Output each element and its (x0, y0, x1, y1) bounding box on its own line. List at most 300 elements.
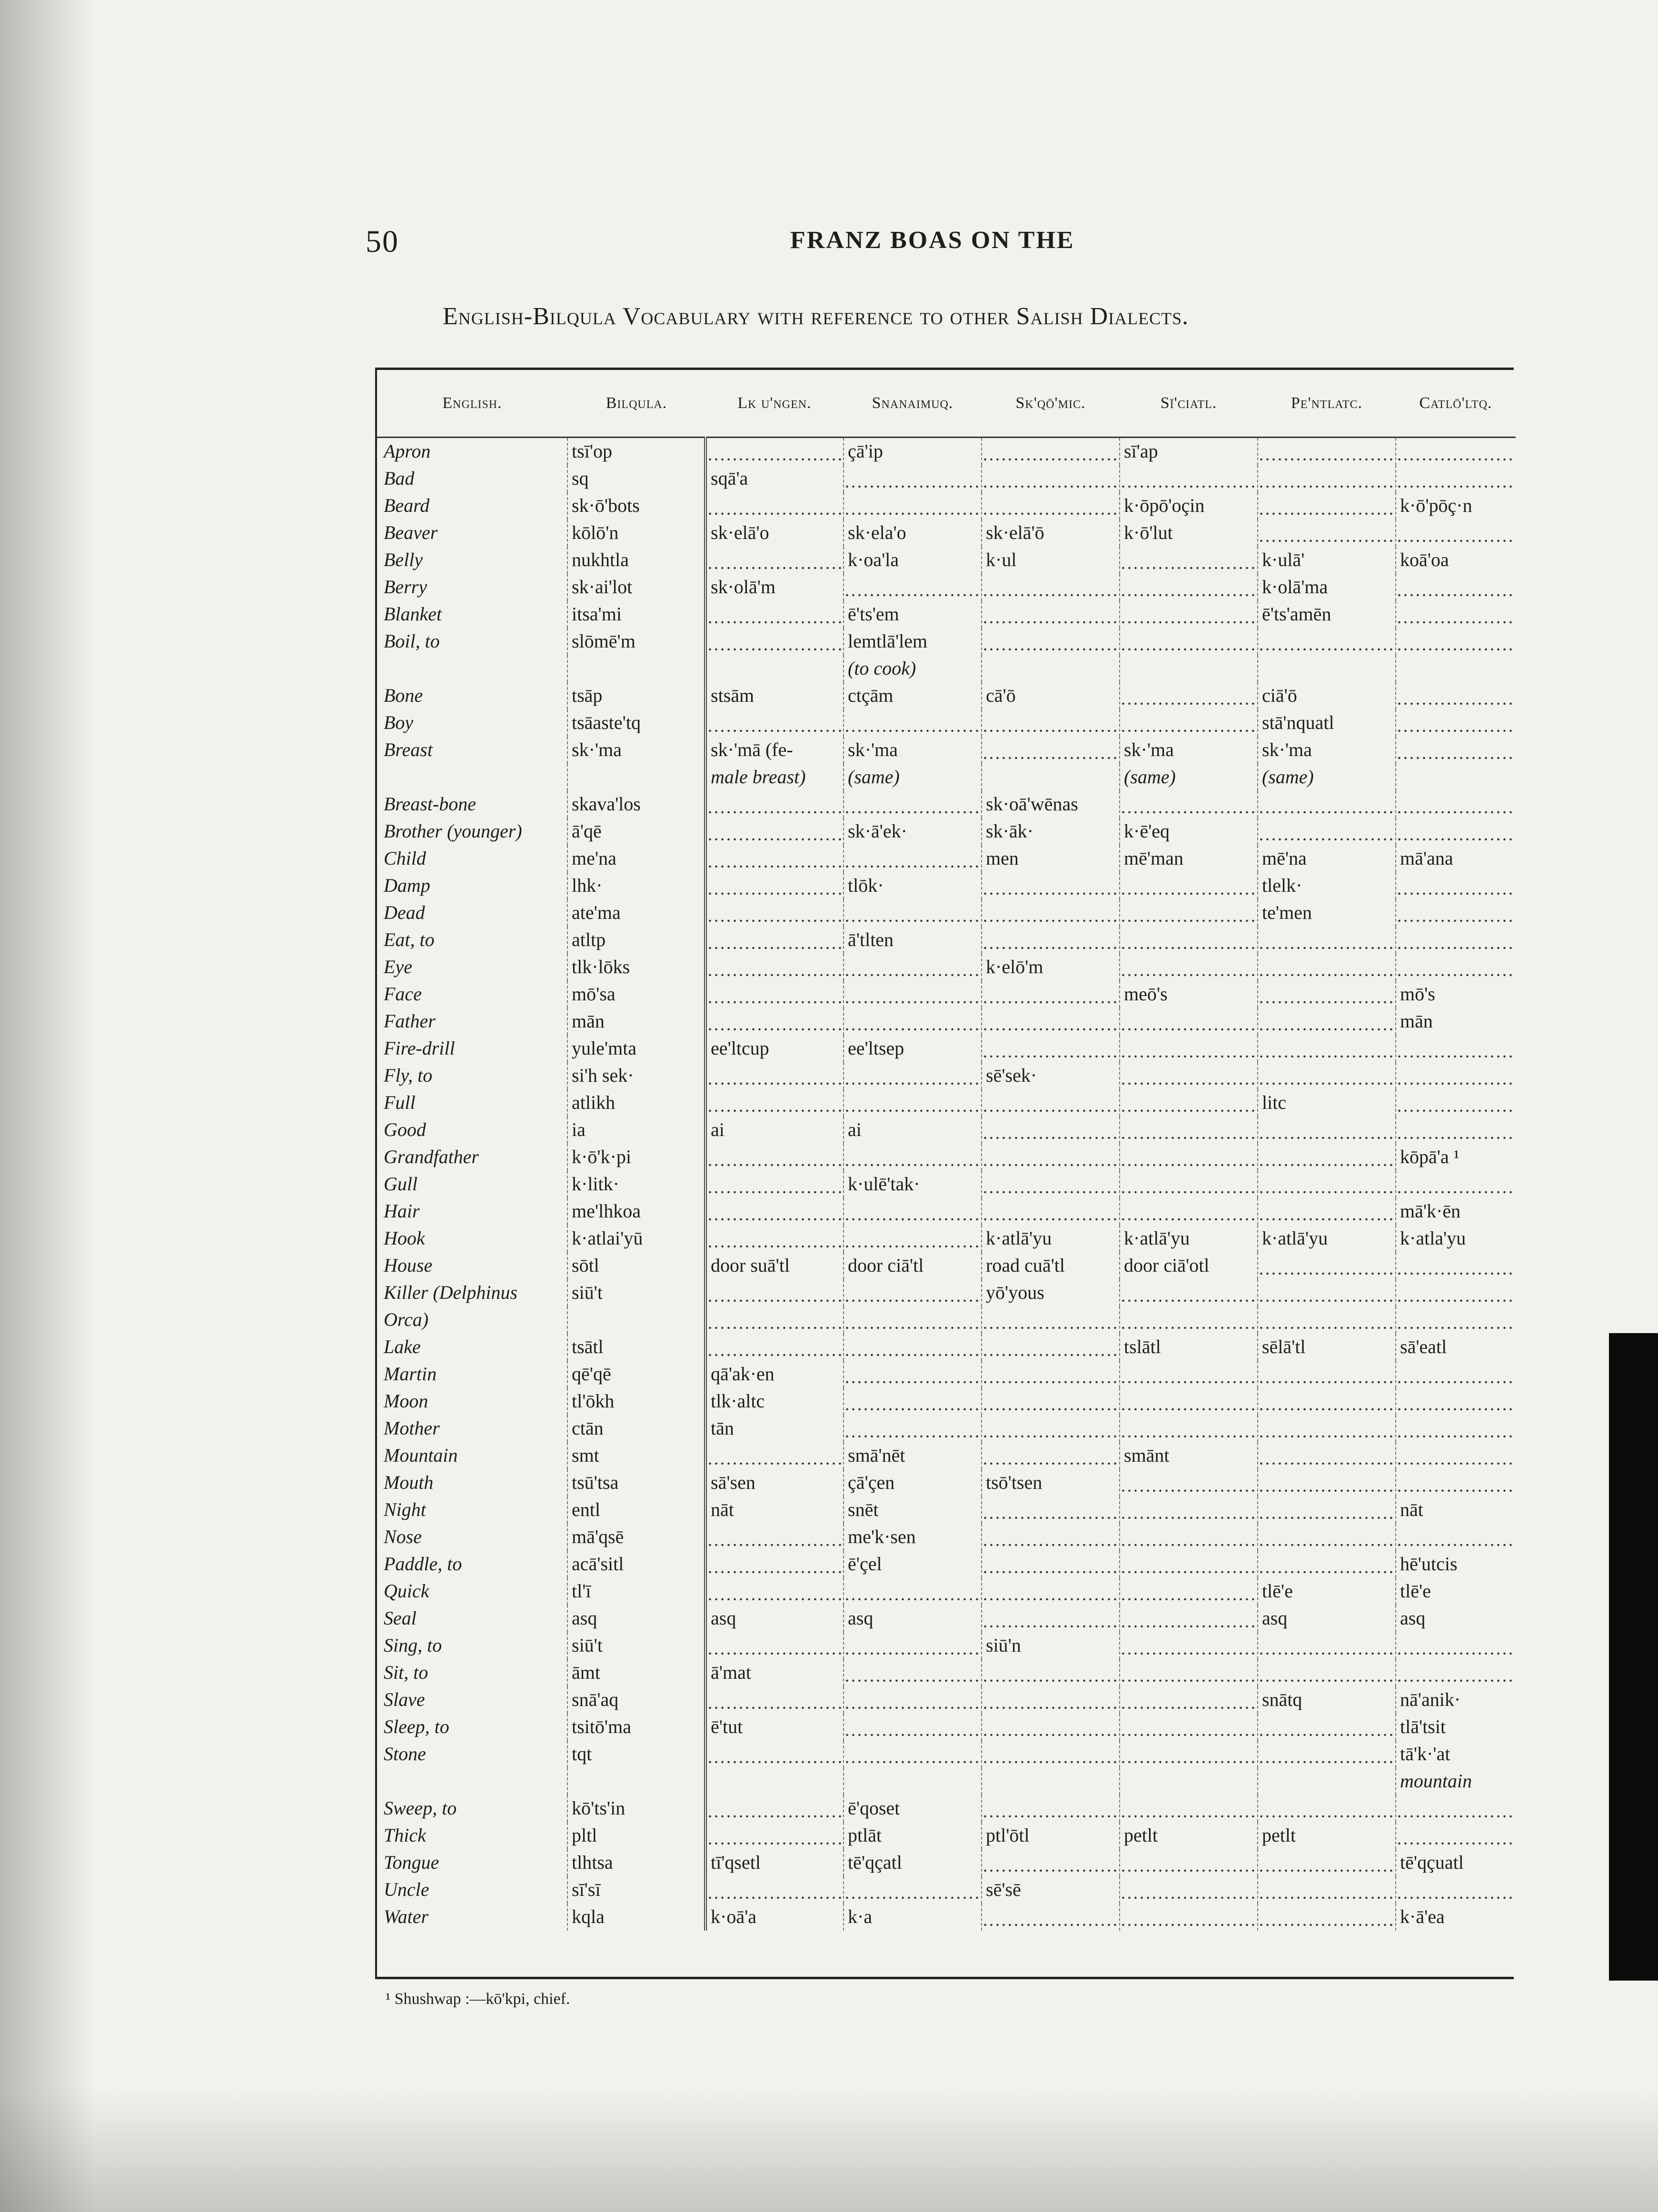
dialect-cell (1396, 954, 1516, 981)
english-cell: Slave (384, 1689, 425, 1710)
dialect-cell (1396, 872, 1516, 899)
dialect-cell (1396, 899, 1516, 927)
vocabulary-table (377, 370, 1516, 1931)
header-snanaimuq: Snanaimuq. (844, 370, 982, 438)
bilqula-cell: tsāaste'tq (567, 709, 705, 737)
dialect-cell (1258, 1632, 1396, 1659)
dialect-cell (1120, 1605, 1258, 1632)
dialect-cell (844, 1415, 982, 1442)
dialect-cell (844, 492, 982, 519)
english-cell: Child (384, 847, 426, 869)
dialect-cell: snēt (844, 1496, 982, 1524)
dialect-cell: k·atlā'yu (982, 1225, 1120, 1252)
table-row (377, 574, 1516, 601)
dialect-cell: tlē'e (1396, 1578, 1516, 1605)
dialect-cell (844, 1198, 982, 1225)
dialect-cell: (same) (1120, 764, 1258, 791)
table-row (377, 1035, 1516, 1062)
dialect-cell (1120, 872, 1258, 899)
english-cell: Full (384, 1092, 416, 1113)
dialect-cell (1396, 1306, 1516, 1334)
vocabulary-table-frame (375, 368, 1514, 1979)
dialect-cell (1258, 1849, 1396, 1876)
dialect-cell (982, 601, 1120, 628)
dialect-cell (844, 1714, 982, 1741)
dialect-cell: ptl'ōtl (982, 1822, 1120, 1849)
bilqula-cell: mō'sa (567, 981, 705, 1008)
dialect-cell (1258, 1171, 1396, 1198)
dialect-cell (1120, 1306, 1258, 1334)
header-pentlatc: Pe'ntlatc. (1258, 370, 1396, 438)
dialect-cell: sk·ā'ek· (844, 818, 982, 845)
table-row (377, 1008, 1516, 1035)
dialect-cell (1258, 981, 1396, 1008)
english-cell: Eat, to (384, 929, 435, 950)
dialect-cell (1120, 1903, 1258, 1931)
dialect-cell (1120, 601, 1258, 628)
dialect-cell: sē'sek· (982, 1062, 1120, 1089)
dialect-cell (1396, 1632, 1516, 1659)
dialect-cell: k·atlā'yu (1120, 1225, 1258, 1252)
dialect-cell (1258, 1795, 1396, 1822)
english-cell: Berry (384, 576, 427, 598)
table-row (377, 737, 1516, 764)
bilqula-cell (567, 1768, 705, 1795)
dialect-cell (844, 954, 982, 981)
dialect-cell: asq (844, 1605, 982, 1632)
dialect-cell: meō's (1120, 981, 1258, 1008)
dialect-cell: tī'qsetl (705, 1849, 844, 1876)
dialect-cell (1396, 1252, 1516, 1279)
dialect-cell: mān (1396, 1008, 1516, 1035)
dialect-cell: ā'mat (705, 1659, 844, 1686)
table-row (377, 1496, 1516, 1524)
dialect-cell: ee'ltsep (844, 1035, 982, 1062)
dialect-cell: siū'n (982, 1632, 1120, 1659)
dialect-cell (982, 1659, 1120, 1686)
table-row (377, 981, 1516, 1008)
dialect-cell: sk·'ma (844, 737, 982, 764)
footnote: ¹ Shushwap :—kō'kpi, chief. (386, 1990, 570, 2008)
dialect-cell (982, 1144, 1120, 1171)
table-row (377, 1822, 1516, 1849)
dialect-cell: stā'nquatl (1258, 709, 1396, 737)
dialect-cell (1258, 1279, 1396, 1306)
dialect-cell (844, 1768, 982, 1795)
dialect-cell (1120, 1686, 1258, 1714)
english-cell: Mother (384, 1417, 440, 1439)
dialect-cell (1120, 1551, 1258, 1578)
dialect-cell (705, 1062, 844, 1089)
dialect-cell: sē'sē (982, 1876, 1120, 1903)
dialect-cell (1396, 709, 1516, 737)
dialect-cell: ai (705, 1116, 844, 1144)
dialect-cell (705, 1686, 844, 1714)
dialect-cell: k·oa'la (844, 547, 982, 574)
dialect-cell (1120, 1714, 1258, 1741)
table-row (377, 954, 1516, 981)
dialect-cell (982, 1714, 1120, 1741)
dialect-cell (705, 1279, 844, 1306)
bilqula-cell: me'lhkoa (567, 1198, 705, 1225)
dialect-cell (982, 1496, 1120, 1524)
table-row (377, 1632, 1516, 1659)
table-row (377, 492, 1516, 519)
dialect-cell: smānt (1120, 1442, 1258, 1469)
dialect-cell (1396, 927, 1516, 954)
dialect-cell (844, 981, 982, 1008)
header-bilqula: Bilqula. (567, 370, 705, 438)
dialect-cell: door suā'tl (705, 1252, 844, 1279)
dialect-cell (844, 709, 982, 737)
bilqula-cell: asq (567, 1605, 705, 1632)
dialect-cell (705, 1741, 844, 1768)
table-row (377, 1524, 1516, 1551)
header-skqomic: Sk'qō'mic. (982, 370, 1120, 438)
dialect-cell: k·olā'ma (1258, 574, 1396, 601)
dialect-cell (705, 1225, 844, 1252)
dialect-cell (1396, 764, 1516, 791)
dialect-cell (705, 981, 844, 1008)
dialect-cell (1258, 1415, 1396, 1442)
dialect-cell (1396, 1116, 1516, 1144)
dialect-cell (1396, 1822, 1516, 1849)
dialect-cell (982, 899, 1120, 927)
table-row (377, 655, 1516, 682)
dialect-cell (1120, 1171, 1258, 1198)
dialect-cell (1396, 1524, 1516, 1551)
dialect-cell: tlē'e (1258, 1578, 1396, 1605)
dialect-cell (1396, 1442, 1516, 1469)
dialect-cell (1258, 438, 1396, 466)
dialect-cell (1258, 628, 1396, 655)
dialect-cell: tlōk· (844, 872, 982, 899)
bilqula-cell: si'h sek· (567, 1062, 705, 1089)
dialect-cell (705, 1008, 844, 1035)
english-cell: Bad (384, 468, 415, 489)
dialect-cell (1120, 465, 1258, 492)
table-row (377, 519, 1516, 547)
dialect-cell (705, 547, 844, 574)
dialect-cell (982, 574, 1120, 601)
bilqula-cell: k·litk· (567, 1171, 705, 1198)
header-lkungen: Lk u'ngen. (705, 370, 844, 438)
english-cell: Dead (384, 902, 425, 923)
dialect-cell: lemtlā'lem (844, 628, 982, 655)
dialect-cell (1258, 1496, 1396, 1524)
bilqula-cell: siū't (567, 1632, 705, 1659)
table-row (377, 927, 1516, 954)
dialect-cell (982, 1524, 1120, 1551)
table-row (377, 1469, 1516, 1496)
dialect-cell: te'men (1258, 899, 1396, 927)
dialect-cell (1258, 1551, 1396, 1578)
dialect-cell (705, 791, 844, 818)
table-row (377, 1171, 1516, 1198)
dialect-cell (982, 1171, 1120, 1198)
dialect-cell (1258, 1198, 1396, 1225)
bilqula-cell: atlikh (567, 1089, 705, 1116)
dialect-cell: mē'na (1258, 845, 1396, 872)
dialect-cell (982, 1008, 1120, 1035)
dialect-cell (982, 1306, 1120, 1334)
dialect-cell (1396, 1035, 1516, 1062)
bilqula-cell: mān (567, 1008, 705, 1035)
table-row (377, 601, 1516, 628)
dialect-cell: k·ulā' (1258, 547, 1396, 574)
bilqula-cell: qē'qē (567, 1361, 705, 1388)
dialect-cell (982, 1849, 1120, 1876)
english-cell: Stone (384, 1743, 426, 1764)
dialect-cell (982, 1388, 1120, 1415)
english-cell: Eye (384, 956, 412, 977)
dialect-cell: male breast) (705, 764, 844, 791)
dialect-cell (982, 1415, 1120, 1442)
dialect-cell: tē'qçuatl (1396, 1849, 1516, 1876)
dialect-cell (1258, 1524, 1396, 1551)
dialect-cell: sk·āk· (982, 818, 1120, 845)
english-cell: Seal (384, 1607, 417, 1629)
dialect-cell (1396, 818, 1516, 845)
dialect-cell (1120, 1035, 1258, 1062)
dialect-cell (1258, 492, 1396, 519)
dialect-cell (1120, 655, 1258, 682)
english-cell: House (384, 1255, 433, 1276)
dialect-cell: ē'qoset (844, 1795, 982, 1822)
dialect-cell: sk·'mā (fe- (705, 737, 844, 764)
bilqula-cell: siū't (567, 1279, 705, 1306)
dialect-cell: sk·elā'o (705, 519, 844, 547)
bilqula-cell: snā'aq (567, 1686, 705, 1714)
dialect-cell (705, 818, 844, 845)
scan-bottom-shadow (0, 2088, 1658, 2212)
dialect-cell (1120, 1659, 1258, 1686)
english-cell: Orca) (384, 1309, 429, 1330)
dialect-cell (844, 845, 982, 872)
dialect-cell: ctçām (844, 682, 982, 709)
english-cell: Brother (younger) (384, 820, 522, 842)
dialect-cell (1120, 709, 1258, 737)
dialect-cell (844, 791, 982, 818)
dialect-cell: ciā'ō (1258, 682, 1396, 709)
dialect-cell (1258, 1008, 1396, 1035)
english-cell: Grandfather (384, 1146, 479, 1167)
dialect-cell (1258, 1116, 1396, 1144)
dialect-cell (1396, 1795, 1516, 1822)
dialect-cell (705, 1632, 844, 1659)
dialect-cell (982, 492, 1120, 519)
dialect-cell (705, 1795, 844, 1822)
dialect-cell: çā'ip (844, 438, 982, 466)
english-cell: Lake (384, 1336, 421, 1357)
english-cell: Sleep, to (384, 1716, 449, 1737)
bilqula-cell: tsitō'ma (567, 1714, 705, 1741)
dialect-cell (1258, 954, 1396, 981)
dialect-cell: door ciā'tl (844, 1252, 982, 1279)
table-row (377, 1795, 1516, 1822)
dialect-cell (1396, 1279, 1516, 1306)
dialect-cell (844, 1279, 982, 1306)
bilqula-cell: lhk· (567, 872, 705, 899)
bilqula-cell: kōlō'n (567, 519, 705, 547)
dialect-cell (1258, 1252, 1396, 1279)
bilqula-cell: itsa'mi (567, 601, 705, 628)
table-row (377, 1768, 1516, 1795)
dialect-cell: ē'ts'amēn (1258, 601, 1396, 628)
dialect-cell (1396, 1171, 1516, 1198)
table-row (377, 465, 1516, 492)
dialect-cell (1396, 791, 1516, 818)
english-cell: Sit, to (384, 1662, 428, 1683)
table-row (377, 1849, 1516, 1876)
dialect-cell: cā'ō (982, 682, 1120, 709)
bilqula-cell: tsāp (567, 682, 705, 709)
english-cell: Breast-bone (384, 793, 477, 815)
english-cell: Tongue (384, 1852, 439, 1873)
bilqula-cell: slōmē'm (567, 628, 705, 655)
bilqula-cell: ctān (567, 1415, 705, 1442)
bilqula-cell: āmt (567, 1659, 705, 1686)
dialect-cell (844, 1334, 982, 1361)
dialect-cell (1258, 1903, 1396, 1931)
dialect-cell: tā'k·'at (1396, 1741, 1516, 1768)
bilqula-cell: mā'qsē (567, 1524, 705, 1551)
dialect-cell: k·ul (982, 547, 1120, 574)
bilqula-cell: yule'mta (567, 1035, 705, 1062)
dialect-cell (1258, 655, 1396, 682)
table-row (377, 1903, 1516, 1931)
dialect-cell (1396, 628, 1516, 655)
english-cell: Hair (384, 1200, 420, 1222)
dialect-cell (1120, 1632, 1258, 1659)
dialect-cell: k·ō'pōç·n (1396, 492, 1516, 519)
dialect-cell (1258, 818, 1396, 845)
page-number: 50 (366, 224, 399, 259)
dialect-cell: sk·oā'wēnas (982, 791, 1120, 818)
table-row (377, 1578, 1516, 1605)
dialect-cell: mō's (1396, 981, 1516, 1008)
dialect-cell (1258, 1876, 1396, 1903)
dialect-cell (705, 1822, 844, 1849)
dialect-cell: k·elō'm (982, 954, 1120, 981)
header-row (377, 370, 1516, 438)
dialect-cell: men (982, 845, 1120, 872)
dialect-cell (1120, 1361, 1258, 1388)
dialect-cell (705, 1551, 844, 1578)
dialect-cell: k·ē'eq (1120, 818, 1258, 845)
dialect-cell (1120, 1768, 1258, 1795)
dialect-cell (982, 1741, 1120, 1768)
header-english: English. (377, 370, 567, 438)
english-cell: Beaver (384, 522, 438, 543)
table-row (377, 1062, 1516, 1089)
english-cell: Father (384, 1010, 436, 1032)
english-cell: Bone (384, 685, 423, 706)
dialect-cell (1120, 1741, 1258, 1768)
dialect-cell (1120, 1388, 1258, 1415)
dialect-cell (982, 872, 1120, 899)
english-cell: Sweep, to (384, 1797, 457, 1819)
dialect-cell (1120, 1849, 1258, 1876)
english-cell: Killer (Delphinus (384, 1282, 518, 1303)
table-row (377, 1714, 1516, 1741)
table-row (377, 1442, 1516, 1469)
dialect-cell (844, 1686, 982, 1714)
dialect-cell: mē'man (1120, 845, 1258, 872)
dialect-cell (1396, 1062, 1516, 1089)
dialect-cell (705, 845, 844, 872)
dialect-cell: (to cook) (844, 655, 982, 682)
dialect-cell (1396, 601, 1516, 628)
english-cell: Boy (384, 712, 414, 733)
dialect-cell (705, 601, 844, 628)
dialect-cell: sk·olā'm (705, 574, 844, 601)
dialect-cell (844, 1659, 982, 1686)
dialect-cell (1120, 1008, 1258, 1035)
dialect-cell: (same) (1258, 764, 1396, 791)
dialect-cell (1258, 519, 1396, 547)
bilqula-cell: tsī'op (567, 438, 705, 466)
dialect-cell (844, 899, 982, 927)
dialect-cell (1120, 628, 1258, 655)
english-cell: Gull (384, 1173, 418, 1195)
bilqula-cell: pltl (567, 1822, 705, 1849)
dialect-cell (705, 1876, 844, 1903)
dialect-cell (1258, 1035, 1396, 1062)
table-caption: English-Bilqula Vocabulary with reference to other Salish Dialects. (443, 303, 1189, 330)
bilqula-cell: smt (567, 1442, 705, 1469)
dialect-cell: sk·elā'ō (982, 519, 1120, 547)
table-row (377, 547, 1516, 574)
dialect-cell (705, 438, 844, 466)
bilqula-cell: skava'los (567, 791, 705, 818)
dialect-cell (982, 655, 1120, 682)
dialect-cell (982, 1578, 1120, 1605)
table-row (377, 628, 1516, 655)
dialect-cell: mā'k·ēn (1396, 1198, 1516, 1225)
english-cell (377, 764, 567, 791)
dialect-cell: qā'ak·en (705, 1361, 844, 1388)
dialect-cell (844, 1062, 982, 1089)
dialect-cell: nāt (1396, 1496, 1516, 1524)
table-body (377, 438, 1516, 1931)
dialect-cell (1120, 1469, 1258, 1496)
table-row (377, 1361, 1516, 1388)
bilqula-cell: tl'ōkh (567, 1388, 705, 1415)
dialect-cell: sī'ap (1120, 438, 1258, 466)
bilqula-cell: tqt (567, 1741, 705, 1768)
bilqula-cell: sk·ō'bots (567, 492, 705, 519)
english-cell: Fire-drill (384, 1037, 455, 1059)
dialect-cell (705, 954, 844, 981)
english-cell: Good (384, 1119, 426, 1140)
dialect-cell (705, 1171, 844, 1198)
bilqula-cell: atltp (567, 927, 705, 954)
dialect-cell (1120, 1062, 1258, 1089)
english-cell: Night (384, 1499, 426, 1520)
dialect-cell (982, 1768, 1120, 1795)
dialect-cell: asq (1396, 1605, 1516, 1632)
dialect-cell (982, 438, 1120, 466)
dialect-cell: tān (705, 1415, 844, 1442)
english-cell: Breast (384, 739, 433, 760)
dialect-cell (844, 1741, 982, 1768)
dialect-cell (1258, 927, 1396, 954)
dialect-cell (1120, 954, 1258, 981)
dialect-cell (982, 1551, 1120, 1578)
dialect-cell (1258, 1442, 1396, 1469)
dialect-cell (1396, 1876, 1516, 1903)
